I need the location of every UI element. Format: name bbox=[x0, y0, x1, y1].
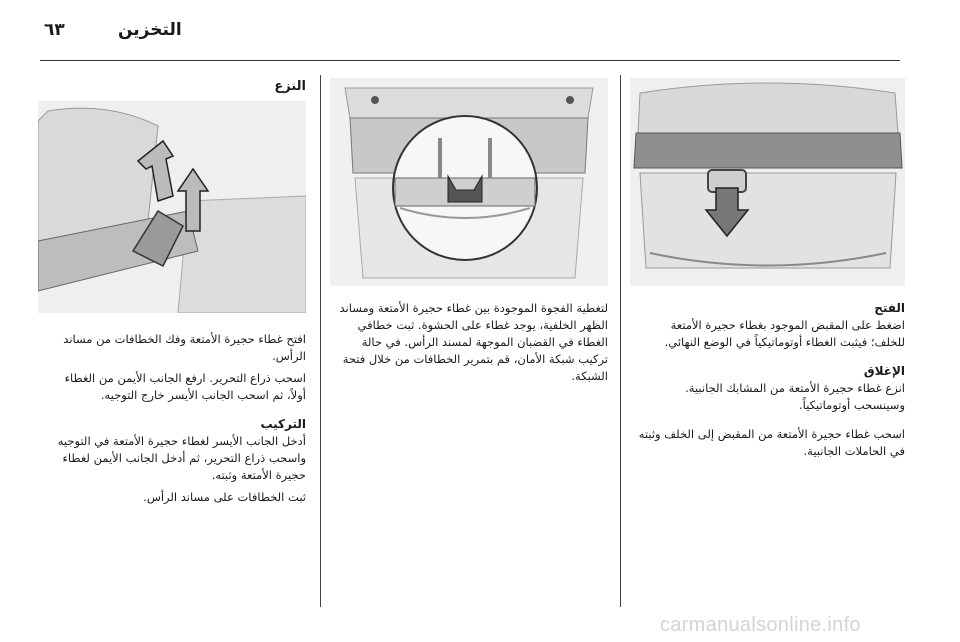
heading-open: الفتح bbox=[874, 301, 905, 315]
column-divider-right bbox=[620, 75, 621, 607]
text-block bbox=[630, 300, 905, 351]
text-block bbox=[38, 416, 306, 506]
text-line: افتح غطاء حجيرة الأمتعة وفك الخطافات من مساند bbox=[63, 332, 306, 346]
text-line: اسحب غطاء حجيرة الأمتعة من المقبض إلى الخلف وثبته bbox=[638, 427, 905, 441]
figure-gap-cover bbox=[330, 78, 608, 286]
text-block bbox=[38, 331, 306, 404]
heading-install: التركيب bbox=[260, 417, 306, 431]
heading-close: الإغلاق bbox=[863, 364, 905, 378]
column-divider-left bbox=[320, 75, 321, 607]
column-right bbox=[630, 78, 905, 472]
figure-cover-open bbox=[630, 78, 905, 286]
text-line: الشبكة. bbox=[571, 369, 608, 383]
text-line: الغطاء في القضبان الموجهة لمسند الرأس. في حالة bbox=[361, 335, 608, 349]
text-line: اسحب ذراع التحرير. ارفع الجانب الأيمن من الغطاء bbox=[64, 371, 306, 385]
removal-illustration bbox=[38, 101, 306, 313]
text-line: واسحب ذراع التحرير، ثم أدخل الجانب الأيمن لغطاء bbox=[62, 451, 306, 465]
page-number: ٦٣ bbox=[44, 20, 65, 40]
text-line: حجيرة الأمتعة وثبته. bbox=[211, 468, 306, 482]
text-block bbox=[630, 426, 905, 460]
figure-removal bbox=[38, 101, 306, 313]
text-line: وسينسحب أوتوماتيكياً. bbox=[799, 398, 905, 412]
text-line: تركيب شبكة الأمان، قم بتمرير الخطافات من خلال فتحة bbox=[342, 352, 608, 366]
header-divider bbox=[40, 60, 900, 61]
page-header bbox=[0, 0, 960, 62]
text-line: اضغط على المقبض الموجود بغطاء حجيرة الأمتعة bbox=[670, 318, 905, 332]
watermark: carmanualsonline.info bbox=[660, 614, 861, 636]
cargo-cover-illustration bbox=[630, 78, 905, 286]
text-line: في الحاملات الجانبية. bbox=[803, 444, 905, 458]
text-line: للخلف؛ فيثبت الغطاء أوتوماتيكياً في الوضع النهائي. bbox=[664, 335, 905, 349]
column-middle bbox=[330, 78, 608, 397]
section-title-removal: النزع bbox=[274, 79, 306, 94]
text-line: لتغطية الفجوة الموجودة بين غطاء حجيرة الأمتعة ومساند bbox=[339, 301, 608, 315]
text-line: انزع غطاء حجيرة الأمتعة من المشابك الجانبية. bbox=[685, 381, 905, 395]
chapter-title: التخزين bbox=[118, 20, 182, 40]
text-line: ثبت الخطافات على مساند الرأس. bbox=[143, 490, 306, 504]
text-block bbox=[630, 363, 905, 414]
column-left bbox=[38, 78, 306, 518]
text-line: أدخل الجانب الأيسر لغطاء حجيرة الأمتعة في التوجيه bbox=[57, 434, 306, 448]
text-block bbox=[330, 300, 608, 385]
gap-cover-illustration bbox=[330, 78, 608, 286]
text-line: الرأس. bbox=[272, 349, 306, 363]
text-line: الظهر الخلفية، يوجد غطاء على الحشوة. ثبت خطافي bbox=[357, 318, 608, 332]
text-line: أولاً، ثم اسحب الجانب الأيسر خارج التوجيه. bbox=[100, 388, 306, 402]
